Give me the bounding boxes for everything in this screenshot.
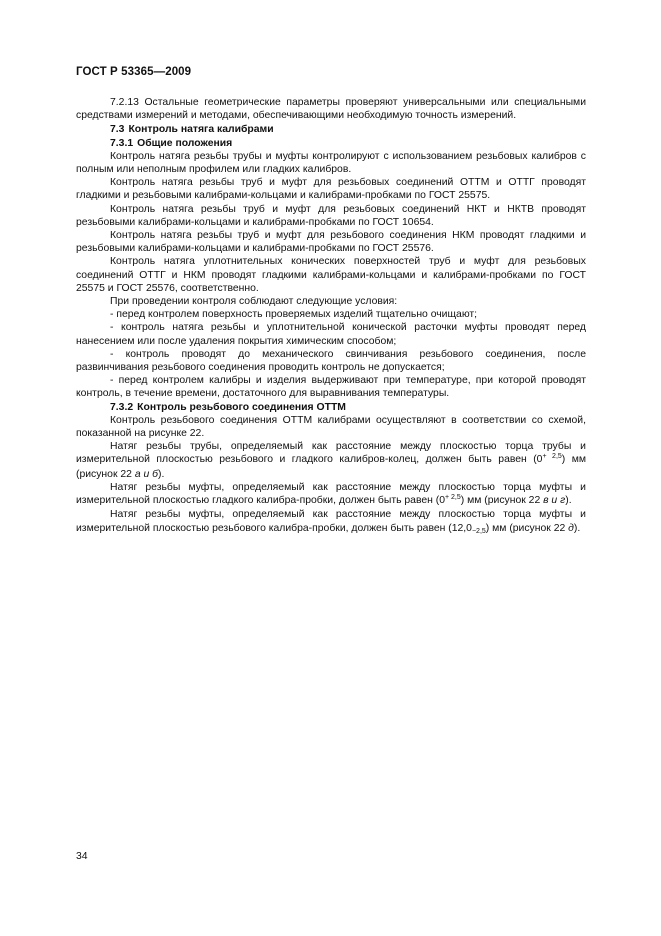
section-title: Общие положения bbox=[137, 137, 233, 149]
text-run: ) мм (рисунок 22 bbox=[76, 454, 586, 480]
text-run: ). bbox=[158, 468, 165, 480]
text-run: Натяг резьбы муфты, определяемый как расстояние между плоскостью торца муфты и измерительной плоскостью гладкого калибра-пробки, должен быть равен (0 bbox=[76, 481, 586, 507]
tolerance-superscript: + 2,5 bbox=[542, 453, 562, 461]
section-title: Контроль натяга калибрами bbox=[128, 124, 274, 136]
document-body bbox=[76, 96, 586, 536]
paragraph-pipe-thread-tightness bbox=[76, 440, 586, 481]
paragraph-coupling-smooth-plug bbox=[76, 481, 586, 508]
text-run: ) мм (рисунок 22 bbox=[485, 522, 569, 534]
section-number: 7.3.1 bbox=[110, 137, 134, 149]
paragraph: Контроль натяга резьбы труб и муфт для резьбового соединения НКМ проводят гладкими и резьбовыми калибрами-кольцами и калибрами-пробками по ГОСТ 25576. bbox=[76, 230, 586, 255]
tolerance-superscript: + 2,5 bbox=[445, 494, 461, 502]
section-heading-7-3 bbox=[76, 123, 586, 136]
paragraph-7-2-13: 7.2.13 Остальные геометрические параметры проверяют универсальными или специальными средствами измерений и методами, обеспечивающими необходимую точность измерений. bbox=[76, 97, 586, 122]
figure-reference: а и б bbox=[134, 468, 159, 480]
figure-reference: д bbox=[568, 522, 574, 534]
text-run: Натяг резьбы муфты, определяемый как расстояние между плоскостью торца муфты и измерительной плоскостью резьбового калибра-пробки, должен быть равен (12,0 bbox=[76, 509, 586, 534]
subsection-heading-7-3-1 bbox=[76, 137, 586, 150]
text-run: ) мм (рисунок 22 bbox=[460, 495, 544, 507]
text-run: ). bbox=[573, 522, 581, 534]
paragraph: Контроль резьбового соединения ОТТМ калибрами осуществляют в соответствии со схемой, показанной на рисунке 22. bbox=[76, 414, 586, 440]
paragraph: Контроль натяга резьбы труб и муфт для резьбовых соединений НКТ и НКТВ проводят резьбовыми калибрами-кольцами и калибрами-пробками по ГОСТ 10654. bbox=[76, 203, 586, 228]
paragraph: Контроль натяга резьбы труб и муфт для резьбовых соединений ОТТМ и ОТТГ проводят гладкими и резьбовыми калибрами-кольцами и калибрами-пробками по ГОСТ 25575. bbox=[76, 177, 586, 202]
document-header: ГОСТ Р 53365—2009 bbox=[76, 66, 192, 78]
paragraph: При проведении контроля соблюдают следующие условия: bbox=[110, 296, 398, 308]
section-title: Контроль резьбового соединения ОТТМ bbox=[137, 401, 346, 413]
paragraph: Контроль натяга резьбы трубы и муфты контролируют с использованием резьбовых калибров с полным или неполным профилем или гладких калибров. bbox=[76, 150, 586, 176]
section-number: 7.3 bbox=[110, 124, 125, 136]
list-item: - контроль натяга резьбы и уплотнительной конической расточки муфты проводят перед нанесением или после удаления покрытия химическим способом; bbox=[76, 322, 586, 347]
text-run: Натяг резьбы трубы, определяемый как расстояние между плоскостью торца трубы и измерительной плоскостью резьбового и гладкого калибров-колец, должен быть равен (0 bbox=[76, 441, 586, 466]
section-number: 7.3.2 bbox=[110, 401, 134, 413]
paragraph-coupling-thread-plug bbox=[76, 508, 586, 535]
paragraph: Контроль натяга уплотнительных конических поверхностей труб и муфт для резьбовых соединений ОТТГ и НКМ проводят гладкими калибрами-кольцами и калибрами-пробками по ГОСТ 25575 и ГОСТ 25576, соответственно. bbox=[76, 256, 586, 294]
subsection-heading-7-3-2 bbox=[76, 401, 586, 414]
list-item: - контроль проводят до механического свинчивания резьбового соединения, после развинчивания резьбового соединения проводить контроль не допускается; bbox=[76, 348, 586, 374]
figure-reference: в и г bbox=[543, 495, 566, 507]
text-run: ). bbox=[565, 495, 572, 507]
tolerance-subscript: −2,5 bbox=[471, 527, 486, 535]
list-item: - перед контролем калибры и изделия выдерживают при температуре, при которой проводят контроль, в течение времени, достаточного для выравнивания температуры. bbox=[76, 375, 586, 400]
list-item: - перед контролем поверхность проверяемых изделий тщательно очищают; bbox=[110, 309, 478, 321]
page-number: 34 bbox=[76, 851, 88, 862]
